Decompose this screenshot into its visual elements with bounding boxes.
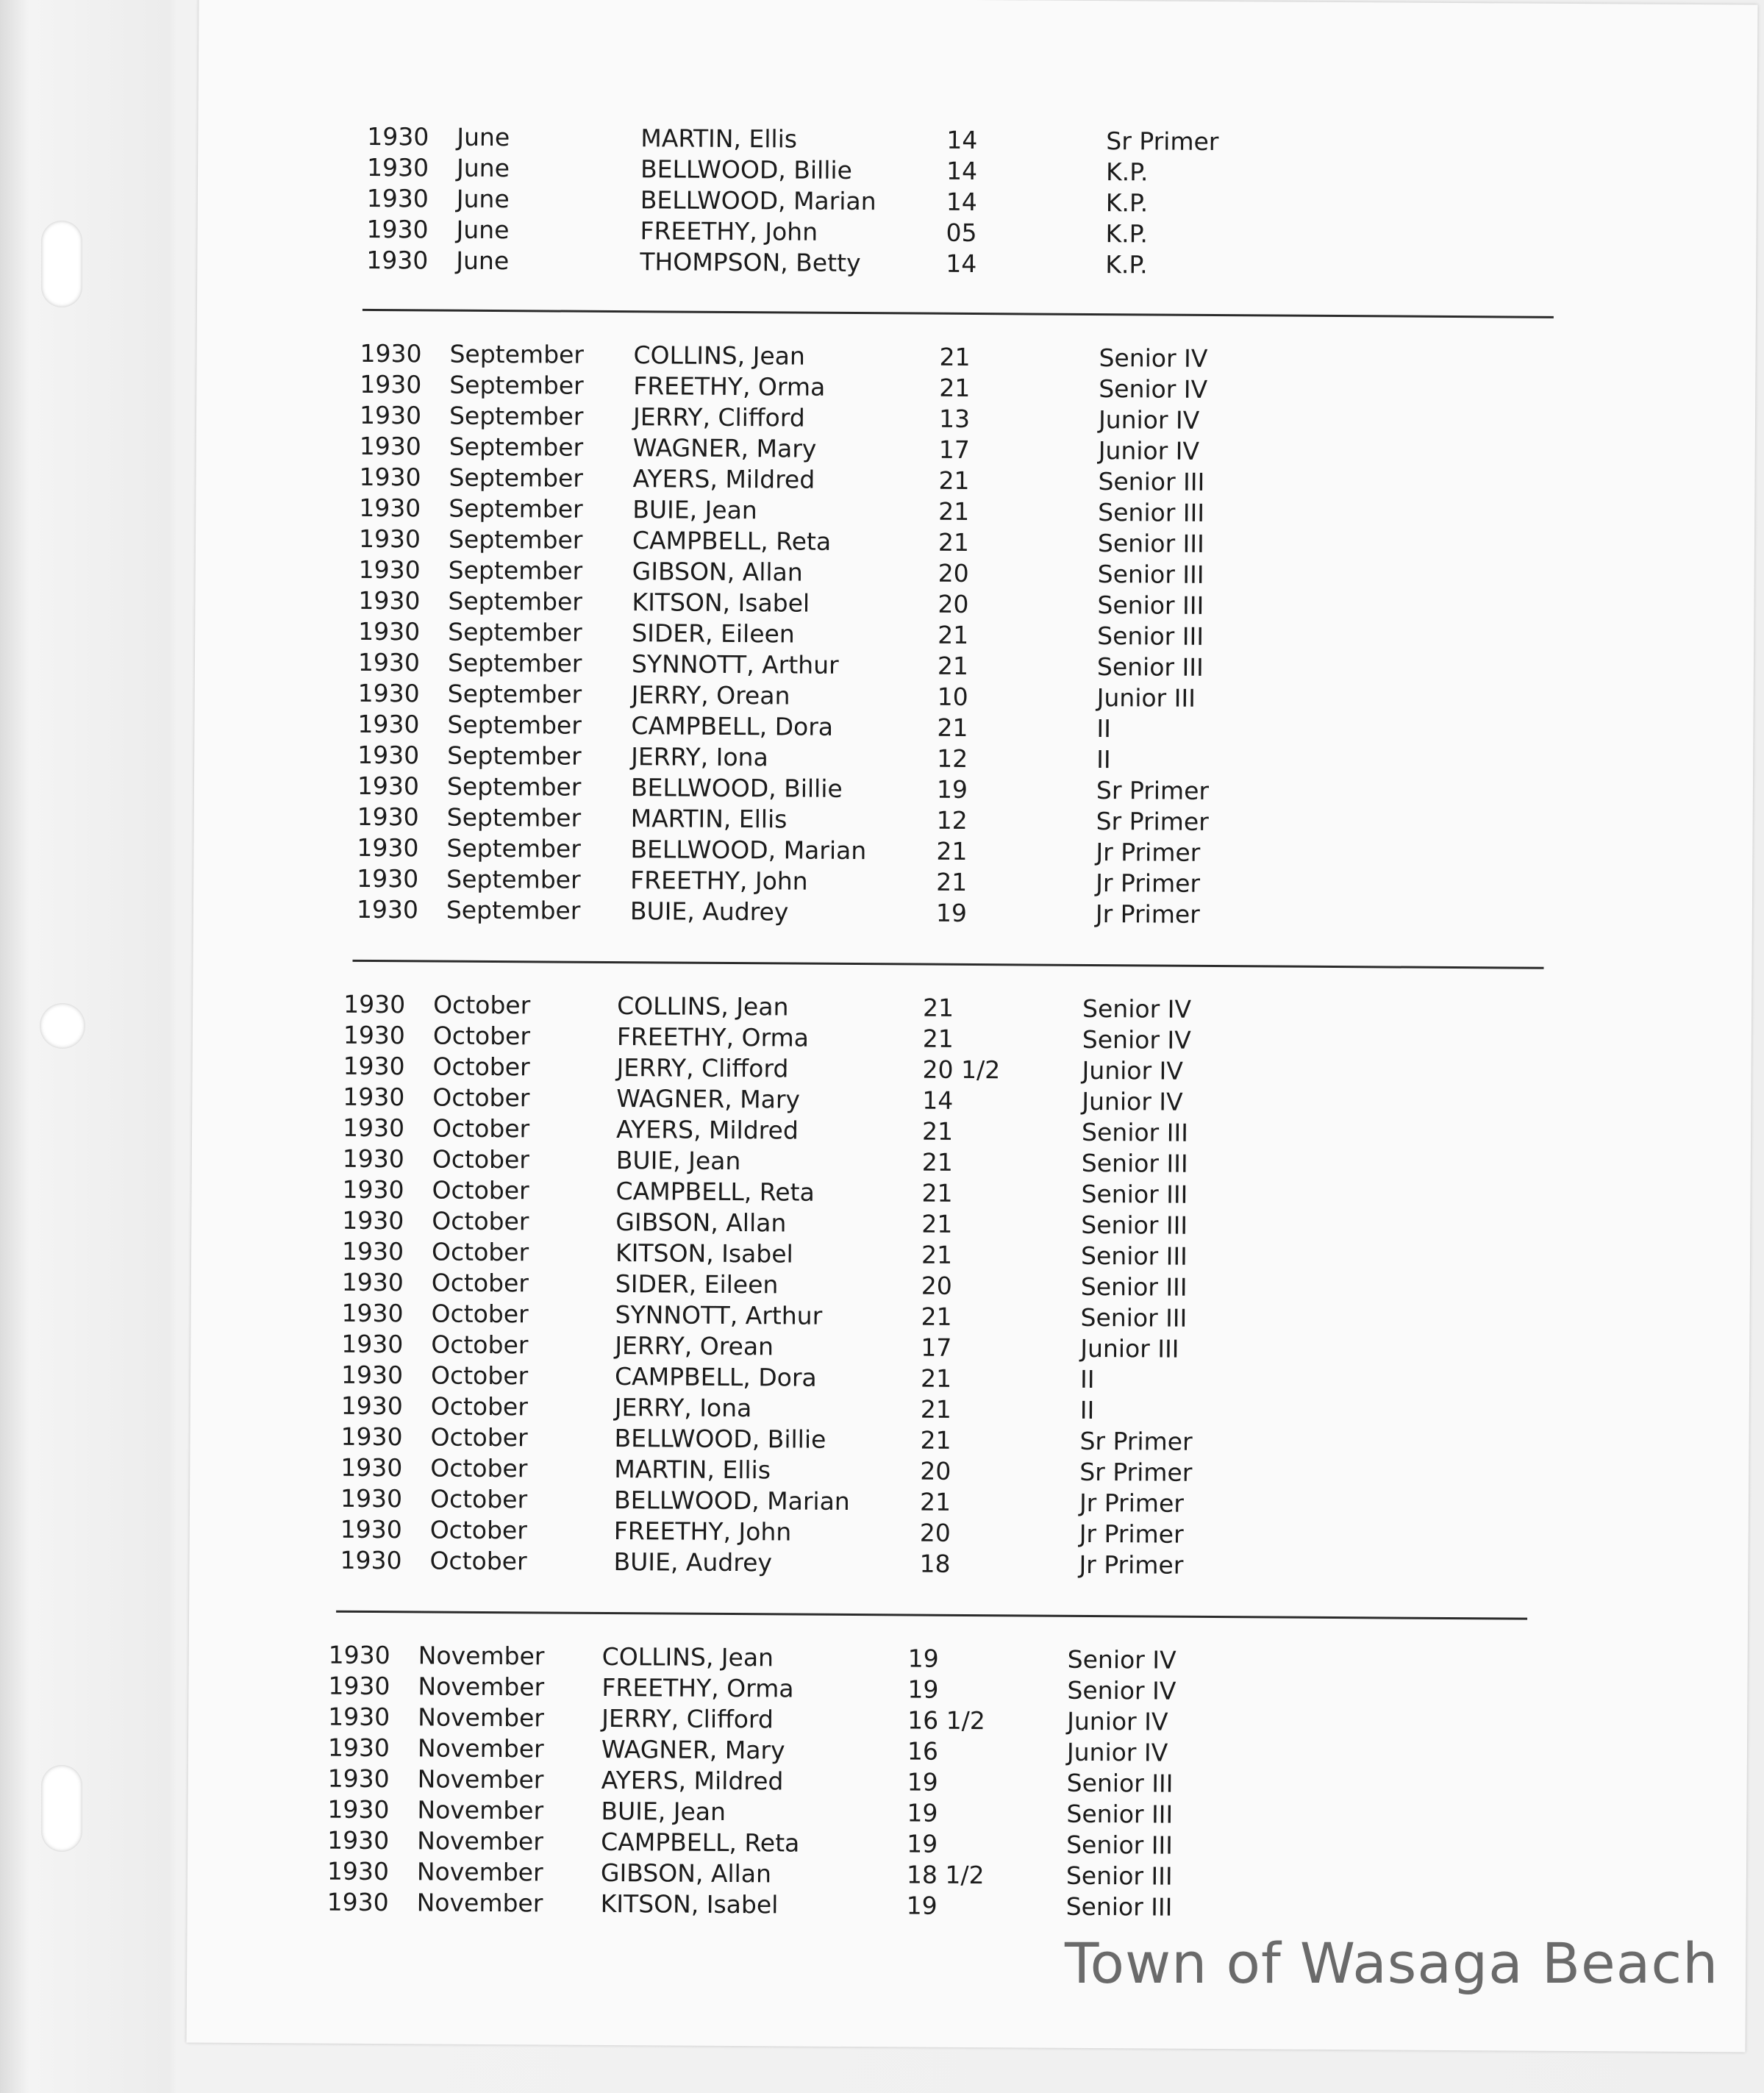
- pupil-name-cell: COLLINS, Jean: [601, 1641, 774, 1672]
- year-cell: 1930: [340, 1360, 404, 1390]
- days-attended-cell: 12: [937, 744, 968, 773]
- days-attended-cell: 21: [921, 1209, 953, 1238]
- pupil-name-cell: JERRY, Clifford: [616, 1053, 789, 1083]
- year-cell: 1930: [357, 771, 420, 801]
- days-attended-cell: 21: [921, 1147, 953, 1177]
- pupil-name-cell: MARTIN, Ellis: [614, 1455, 771, 1485]
- month-cell: September: [447, 710, 582, 740]
- days-attended-cell: 21: [939, 342, 971, 371]
- year-cell: 1930: [343, 1082, 405, 1112]
- class-cell: K.P.: [1105, 250, 1148, 279]
- month-cell: September: [448, 555, 583, 585]
- pupil-name-cell: FREETHY, Orma: [601, 1672, 794, 1703]
- pupil-name-cell: BELLWOOD, Billie: [614, 1424, 826, 1454]
- class-cell: Senior III: [1066, 1830, 1174, 1860]
- month-section: [327, 1640, 1764, 1928]
- year-cell: 1930: [340, 1452, 403, 1483]
- month-cell: September: [449, 370, 584, 400]
- days-attended-cell: 21: [938, 466, 970, 495]
- pupil-name-cell: COLLINS, Jean: [617, 991, 789, 1021]
- pupil-name-cell: GIBSON, Allan: [632, 557, 803, 587]
- class-cell: Jr Primer: [1079, 1550, 1184, 1580]
- pupil-name-cell: SIDER, Eileen: [615, 1269, 779, 1299]
- class-cell: Jr Primer: [1095, 899, 1200, 929]
- year-cell: 1930: [341, 1236, 404, 1266]
- days-attended-cell: 14: [922, 1085, 954, 1115]
- days-attended-cell: 14: [946, 187, 977, 217]
- class-cell: Senior III: [1066, 1768, 1174, 1798]
- class-cell: Junior IV: [1066, 1737, 1168, 1767]
- class-cell: Junior IV: [1098, 436, 1200, 466]
- year-cell: 1930: [340, 1422, 403, 1452]
- class-cell: Junior IV: [1082, 1086, 1183, 1116]
- year-cell: 1930: [342, 1144, 404, 1174]
- class-cell: K.P.: [1105, 219, 1149, 249]
- month-cell: November: [417, 1826, 543, 1856]
- year-cell: 1930: [357, 802, 419, 832]
- days-attended-cell: 19: [907, 1644, 939, 1673]
- pupil-name-cell: KITSON, Isabel: [632, 588, 810, 618]
- pupil-name-cell: MARTIN, Ellis: [630, 804, 788, 834]
- days-attended-cell: 21: [936, 867, 968, 896]
- class-cell: Senior IV: [1099, 374, 1208, 404]
- month-cell: November: [417, 1764, 544, 1794]
- pupil-name-cell: MARTIN, Ellis: [640, 124, 798, 154]
- class-cell: Junior IV: [1082, 1055, 1184, 1085]
- days-attended-cell: 18 1/2: [906, 1860, 985, 1890]
- month-cell: October: [430, 1453, 528, 1483]
- pupil-name-cell: BUIE, Jean: [632, 495, 757, 525]
- pupil-name-cell: FREETHY, Orma: [616, 1022, 810, 1052]
- year-cell: 1930: [340, 1545, 402, 1575]
- days-attended-cell: 21: [921, 1178, 953, 1208]
- pupil-name-cell: FREETHY, John: [640, 216, 818, 246]
- month-cell: June: [456, 153, 510, 183]
- days-attended-cell: 21: [921, 1240, 953, 1269]
- month-cell: October: [432, 1144, 530, 1174]
- class-cell: Senior III: [1097, 560, 1204, 589]
- year-cell: 1930: [343, 1113, 405, 1143]
- month-cell: September: [449, 432, 584, 462]
- pupil-name-cell: WAGNER, Mary: [616, 1084, 801, 1114]
- year-cell: 1930: [358, 524, 421, 554]
- month-cell: September: [446, 802, 582, 832]
- class-cell: Senior III: [1097, 529, 1204, 558]
- days-attended-cell: 12: [936, 805, 968, 835]
- month-cell: October: [431, 1330, 529, 1360]
- class-cell: Sr Primer: [1096, 807, 1209, 836]
- pupil-name-cell: KITSON, Isabel: [615, 1238, 793, 1269]
- days-attended-cell: 18: [919, 1549, 951, 1578]
- year-cell: 1930: [367, 121, 429, 151]
- class-cell: II: [1079, 1395, 1095, 1425]
- pupil-name-cell: FREETHY, Orma: [633, 371, 826, 402]
- class-cell: Senior III: [1097, 591, 1204, 620]
- days-attended-cell: 16 1/2: [907, 1705, 985, 1736]
- days-attended-cell: 19: [906, 1891, 938, 1920]
- class-cell: Senior III: [1098, 467, 1205, 496]
- month-cell: October: [432, 1021, 531, 1051]
- days-attended-cell: 20 1/2: [922, 1055, 1001, 1085]
- year-cell: 1930: [357, 740, 420, 770]
- month-cell: September: [448, 524, 583, 555]
- month-cell: October: [431, 1299, 529, 1329]
- month-cell: June: [457, 122, 510, 152]
- class-cell: Senior III: [1065, 1861, 1173, 1891]
- year-cell: 1930: [358, 616, 421, 646]
- days-attended-cell: 19: [907, 1829, 938, 1858]
- month-cell: October: [432, 1206, 529, 1236]
- pupil-name-cell: FREETHY, John: [613, 1516, 792, 1547]
- class-cell: K.P.: [1105, 188, 1149, 218]
- section-divider: [363, 309, 1554, 318]
- year-cell: 1930: [342, 1205, 404, 1236]
- pupil-name-cell: SIDER, Eileen: [632, 618, 795, 649]
- days-attended-cell: 21: [936, 836, 968, 866]
- month-cell: September: [446, 833, 581, 863]
- attendance-page: [187, 0, 1758, 2052]
- binder-hole-bottom: [41, 1765, 82, 1852]
- class-cell: Junior III: [1080, 1333, 1179, 1363]
- year-cell: 1930: [359, 493, 421, 523]
- pupil-name-cell: THOMPSON, Betty: [640, 247, 861, 278]
- class-cell: K.P.: [1105, 157, 1149, 187]
- month-cell: October: [433, 990, 531, 1020]
- pupil-name-cell: GIBSON, Allan: [615, 1208, 787, 1238]
- year-cell: 1930: [360, 338, 422, 368]
- pupil-name-cell: BELLWOOD, Marian: [630, 835, 867, 866]
- month-cell: June: [456, 246, 510, 276]
- pupil-name-cell: CAMPBELL, Reta: [601, 1827, 800, 1858]
- month-cell: June: [456, 215, 510, 245]
- pupil-name-cell: AYERS, Mildred: [615, 1115, 799, 1145]
- days-attended-cell: 05: [946, 218, 977, 248]
- year-cell: 1930: [328, 1671, 390, 1701]
- class-cell: Senior III: [1096, 652, 1204, 682]
- days-attended-cell: 21: [921, 1302, 952, 1331]
- month-cell: October: [432, 1175, 529, 1205]
- pupil-name-cell: FREETHY, John: [630, 866, 808, 896]
- year-cell: 1930: [360, 369, 422, 399]
- month-cell: October: [429, 1484, 528, 1514]
- month-cell: November: [418, 1702, 545, 1733]
- year-cell: 1930: [343, 989, 406, 1019]
- year-cell: 1930: [341, 1298, 404, 1328]
- month-cell: October: [429, 1546, 527, 1576]
- class-cell: Senior IV: [1082, 994, 1192, 1024]
- year-cell: 1930: [359, 462, 421, 492]
- pupil-name-cell: AYERS, Mildred: [601, 1765, 784, 1796]
- year-cell: 1930: [340, 1483, 403, 1513]
- class-cell: II: [1079, 1364, 1095, 1394]
- year-cell: 1930: [326, 1887, 389, 1917]
- class-cell: Senior III: [1081, 1148, 1188, 1178]
- pupil-name-cell: CAMPBELL, Reta: [615, 1177, 815, 1207]
- class-cell: Jr Primer: [1096, 838, 1201, 867]
- pupil-name-cell: JERRY, Iona: [631, 742, 768, 772]
- month-cell: October: [432, 1052, 530, 1082]
- pupil-name-cell: JERRY, Clifford: [632, 402, 805, 432]
- month-cell: October: [430, 1422, 528, 1452]
- year-cell: 1930: [326, 1856, 390, 1886]
- days-attended-cell: 19: [907, 1675, 939, 1704]
- month-cell: November: [417, 1733, 544, 1764]
- pupil-name-cell: BUIE, Jean: [615, 1146, 741, 1176]
- pupil-name-cell: JERRY, Orean: [631, 680, 790, 710]
- year-cell: 1930: [341, 1329, 404, 1359]
- month-cell: September: [447, 648, 582, 678]
- month-cell: November: [416, 1888, 543, 1918]
- month-cell: September: [446, 864, 581, 894]
- days-attended-cell: 20: [921, 1271, 952, 1300]
- days-attended-cell: 21: [937, 651, 969, 680]
- pupil-name-cell: CAMPBELL, Reta: [632, 526, 832, 556]
- class-cell: Senior III: [1066, 1799, 1174, 1829]
- class-cell: Jr Primer: [1096, 869, 1201, 898]
- pupil-name-cell: SYNNOTT, Arthur: [631, 649, 839, 680]
- year-cell: 1930: [343, 1020, 405, 1050]
- year-cell: 1930: [366, 152, 429, 182]
- year-cell: 1930: [366, 245, 429, 275]
- class-cell: Sr Primer: [1079, 1457, 1193, 1487]
- pupil-name-cell: BUIE, Jean: [601, 1796, 726, 1826]
- class-cell: Junior IV: [1098, 405, 1200, 435]
- year-cell: 1930: [358, 585, 421, 616]
- days-attended-cell: 21: [920, 1394, 951, 1424]
- year-cell: 1930: [356, 894, 419, 924]
- year-cell: 1930: [328, 1702, 390, 1732]
- class-cell: II: [1096, 745, 1111, 774]
- month-cell: September: [447, 741, 582, 771]
- days-attended-cell: 21: [937, 713, 968, 742]
- binder-hole-top: [41, 221, 82, 307]
- year-cell: 1930: [327, 1825, 390, 1855]
- watermark: Town of Wasaga Beach: [1065, 1930, 1719, 1996]
- year-cell: 1930: [359, 400, 422, 430]
- month-cell: September: [448, 617, 582, 647]
- class-cell: Senior IV: [1099, 343, 1208, 373]
- binder-hole-middle: [40, 1003, 85, 1049]
- days-attended-cell: 21: [938, 527, 970, 557]
- year-cell: 1930: [342, 1174, 404, 1205]
- days-attended-cell: 21: [921, 1116, 954, 1146]
- pupil-name-cell: WAGNER, Mary: [601, 1734, 785, 1765]
- days-attended-cell: 19: [907, 1798, 938, 1828]
- pupil-name-cell: SYNNOTT, Arthur: [615, 1300, 823, 1330]
- month-cell: November: [416, 1857, 543, 1887]
- class-cell: Senior III: [1080, 1272, 1188, 1302]
- class-cell: Sr Primer: [1096, 776, 1210, 805]
- days-attended-cell: 14: [946, 125, 978, 155]
- days-attended-cell: 19: [907, 1767, 938, 1797]
- class-cell: Senior III: [1065, 1891, 1173, 1922]
- month-section: [357, 338, 1764, 935]
- month-cell: September: [449, 493, 583, 524]
- year-cell: 1930: [359, 431, 421, 461]
- pupil-name-cell: BUIE, Audrey: [613, 1547, 773, 1577]
- class-cell: Junior IV: [1067, 1706, 1168, 1736]
- year-cell: 1930: [357, 832, 419, 863]
- month-cell: October: [431, 1237, 529, 1267]
- year-cell: 1930: [340, 1514, 402, 1544]
- class-cell: Senior III: [1080, 1241, 1188, 1271]
- month-cell: October: [429, 1515, 527, 1545]
- year-cell: 1930: [340, 1391, 403, 1421]
- pupil-name-cell: WAGNER, Mary: [632, 433, 817, 463]
- days-attended-cell: 14: [946, 156, 978, 186]
- month-section: [366, 121, 1764, 285]
- pupil-name-cell: KITSON, Isabel: [600, 1889, 779, 1919]
- pupil-name-cell: CAMPBELL, Dora: [631, 711, 834, 741]
- days-attended-cell: 20: [938, 558, 969, 588]
- days-attended-cell: 21: [939, 373, 971, 402]
- class-cell: Junior III: [1096, 683, 1196, 713]
- section-divider: [352, 960, 1543, 969]
- pupil-name-cell: AYERS, Mildred: [632, 464, 815, 494]
- month-cell: November: [418, 1672, 545, 1702]
- days-attended-cell: 13: [938, 404, 971, 433]
- month-cell: September: [446, 895, 581, 925]
- pupil-name-cell: BELLWOOD, Marian: [613, 1486, 850, 1516]
- month-cell: September: [448, 586, 583, 616]
- days-attended-cell: 21: [938, 620, 969, 649]
- year-cell: 1930: [366, 214, 429, 244]
- month-cell: September: [449, 401, 584, 431]
- class-cell: Senior IV: [1067, 1675, 1176, 1705]
- pupil-name-cell: JERRY, Orean: [615, 1331, 774, 1361]
- class-cell: Sr Primer: [1079, 1426, 1193, 1456]
- days-attended-cell: 20: [919, 1518, 951, 1547]
- days-attended-cell: 21: [938, 496, 970, 526]
- pupil-name-cell: COLLINS, Jean: [633, 340, 805, 371]
- class-cell: Senior III: [1098, 498, 1205, 527]
- month-cell: October: [430, 1361, 529, 1391]
- days-attended-cell: 21: [919, 1487, 951, 1516]
- year-cell: 1930: [357, 647, 421, 677]
- year-cell: 1930: [343, 1051, 405, 1081]
- days-attended-cell: 21: [920, 1363, 952, 1393]
- month-cell: September: [447, 679, 582, 709]
- days-attended-cell: 19: [936, 774, 968, 804]
- days-attended-cell: 17: [921, 1333, 952, 1362]
- year-cell: 1930: [341, 1267, 404, 1297]
- month-cell: October: [430, 1391, 529, 1422]
- class-cell: Senior III: [1080, 1302, 1188, 1333]
- month-cell: October: [431, 1268, 529, 1298]
- class-cell: Senior III: [1081, 1179, 1188, 1209]
- class-cell: II: [1096, 714, 1112, 744]
- year-cell: 1930: [366, 183, 429, 213]
- month-cell: November: [417, 1795, 544, 1825]
- month-cell: September: [449, 463, 584, 493]
- days-attended-cell: 17: [938, 435, 970, 464]
- year-cell: 1930: [357, 678, 420, 708]
- pupil-name-cell: GIBSON, Allan: [600, 1858, 772, 1889]
- pupil-name-cell: JERRY, Iona: [614, 1393, 752, 1423]
- class-cell: Senior III: [1081, 1210, 1188, 1240]
- class-cell: Senior IV: [1067, 1644, 1176, 1675]
- month-cell: June: [456, 184, 510, 214]
- days-attended-cell: 21: [920, 1425, 951, 1455]
- days-attended-cell: 20: [920, 1456, 951, 1486]
- days-attended-cell: 21: [923, 993, 954, 1022]
- year-cell: 1930: [328, 1640, 390, 1670]
- pupil-name-cell: CAMPBELL, Dora: [614, 1362, 817, 1392]
- pupil-name-cell: BUIE, Audrey: [629, 896, 789, 927]
- month-cell: October: [432, 1113, 530, 1144]
- days-attended-cell: 21: [922, 1024, 954, 1053]
- days-attended-cell: 14: [946, 249, 977, 279]
- year-cell: 1930: [327, 1764, 390, 1794]
- class-cell: Jr Primer: [1079, 1488, 1185, 1518]
- days-attended-cell: 16: [907, 1736, 939, 1766]
- month-cell: November: [418, 1641, 545, 1671]
- pupil-name-cell: BELLWOOD, Marian: [640, 185, 876, 216]
- days-attended-cell: 20: [938, 589, 969, 618]
- class-cell: Senior IV: [1082, 1024, 1191, 1055]
- year-cell: 1930: [327, 1794, 390, 1825]
- pupil-name-cell: BELLWOOD, Billie: [630, 773, 843, 803]
- days-attended-cell: 10: [937, 682, 968, 711]
- year-cell: 1930: [358, 555, 421, 585]
- year-cell: 1930: [357, 709, 420, 739]
- section-divider: [336, 1611, 1527, 1620]
- month-cell: September: [449, 339, 585, 369]
- month-cell: October: [432, 1083, 530, 1113]
- month-section: [340, 989, 1764, 1586]
- year-cell: 1930: [327, 1733, 390, 1763]
- class-cell: Sr Primer: [1106, 126, 1219, 157]
- class-cell: Senior III: [1097, 621, 1204, 651]
- pupil-name-cell: BELLWOOD, Billie: [640, 154, 853, 185]
- days-attended-cell: 19: [935, 898, 968, 927]
- pupil-name-cell: JERRY, Clifford: [601, 1703, 774, 1734]
- month-cell: September: [446, 771, 582, 802]
- class-cell: Senior III: [1081, 1117, 1188, 1147]
- class-cell: Jr Primer: [1079, 1519, 1184, 1549]
- year-cell: 1930: [357, 863, 419, 894]
